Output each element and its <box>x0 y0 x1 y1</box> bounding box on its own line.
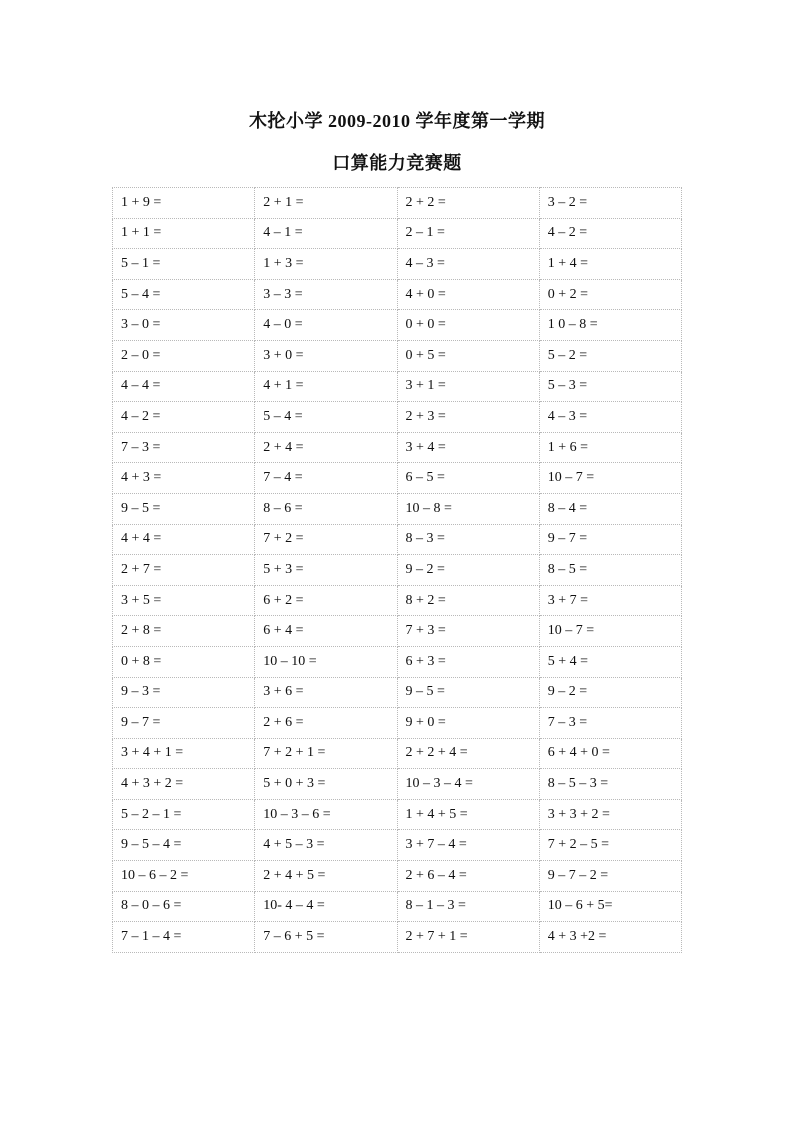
problem-cell: 2 + 6 – 4 = <box>397 861 539 892</box>
problem-row <box>113 708 682 739</box>
problem-cell: 3 + 0 = <box>255 340 397 371</box>
problem-cell: 4 + 1 = <box>255 371 397 402</box>
problem-row <box>113 432 682 463</box>
problem-cell: 3 + 4 + 1 = <box>113 738 255 769</box>
problem-cell: 8 – 0 – 6 = <box>113 891 255 922</box>
problem-row <box>113 463 682 494</box>
arithmetic-problem-table <box>112 187 682 953</box>
problem-cell: 8 – 5 = <box>539 555 681 586</box>
problem-row <box>113 310 682 341</box>
problem-cell: 4 – 4 = <box>113 371 255 402</box>
problem-cell: 7 + 2 = <box>255 524 397 555</box>
problem-cell: 1 + 9 = <box>113 188 255 219</box>
problem-cell: 8 – 5 – 3 = <box>539 769 681 800</box>
problem-cell: 3 – 3 = <box>255 279 397 310</box>
problem-cell: 9 – 3 = <box>113 677 255 708</box>
problem-cell: 10 – 3 – 4 = <box>397 769 539 800</box>
problem-cell: 2 + 8 = <box>113 616 255 647</box>
problem-cell: 1 + 3 = <box>255 249 397 280</box>
problem-cell: 3 – 2 = <box>539 188 681 219</box>
problem-cell: 8 – 1 – 3 = <box>397 891 539 922</box>
problem-cell: 10 – 7 = <box>539 616 681 647</box>
problem-row <box>113 340 682 371</box>
problem-cell: 1 + 4 = <box>539 249 681 280</box>
problem-cell: 1 + 6 = <box>539 432 681 463</box>
problem-cell: 4 – 0 = <box>255 310 397 341</box>
problem-cell: 9 – 5 = <box>397 677 539 708</box>
problem-cell: 9 – 7 – 2 = <box>539 861 681 892</box>
problem-cell: 2 + 7 = <box>113 555 255 586</box>
problem-cell: 10 – 10 = <box>255 646 397 677</box>
problem-cell: 5 – 4 = <box>255 402 397 433</box>
problem-cell: 9 – 5 = <box>113 493 255 524</box>
problem-cell: 5 – 2 = <box>539 340 681 371</box>
problem-cell: 2 + 4 + 5 = <box>255 861 397 892</box>
problem-cell: 2 + 4 = <box>255 432 397 463</box>
problem-cell: 8 + 2 = <box>397 585 539 616</box>
problem-cell: 4 + 3 +2 = <box>539 922 681 953</box>
problem-row <box>113 279 682 310</box>
problem-row <box>113 616 682 647</box>
problem-cell: 1 + 1 = <box>113 218 255 249</box>
page-subtitle: 口算能力竞赛题 <box>332 153 462 173</box>
problem-cell: 3 + 7 = <box>539 585 681 616</box>
problem-cell: 5 – 4 = <box>113 279 255 310</box>
problem-cell: 2 + 2 = <box>397 188 539 219</box>
problem-cell: 7 – 3 = <box>539 708 681 739</box>
problem-cell: 7 – 6 + 5 = <box>255 922 397 953</box>
problem-cell: 9 – 7 = <box>539 524 681 555</box>
problem-cell: 3 + 7 – 4 = <box>397 830 539 861</box>
problem-cell: 4 + 4 = <box>113 524 255 555</box>
problem-cell: 2 + 3 = <box>397 402 539 433</box>
problem-cell: 10 – 8 = <box>397 493 539 524</box>
problem-row <box>113 830 682 861</box>
problem-cell: 3 + 1 = <box>397 371 539 402</box>
problem-row <box>113 922 682 953</box>
problem-row <box>113 769 682 800</box>
problem-row <box>113 218 682 249</box>
problem-row <box>113 646 682 677</box>
problem-row <box>113 677 682 708</box>
problem-row <box>113 799 682 830</box>
problem-cell: 5 – 3 = <box>539 371 681 402</box>
problem-cell: 0 + 5 = <box>397 340 539 371</box>
problem-cell: 1 + 4 + 5 = <box>397 799 539 830</box>
problem-cell: 5 – 1 = <box>113 249 255 280</box>
problem-table-body <box>113 188 682 953</box>
problem-cell: 2 + 7 + 1 = <box>397 922 539 953</box>
problem-row <box>113 738 682 769</box>
problem-cell: 6 + 3 = <box>397 646 539 677</box>
problem-cell: 9 + 0 = <box>397 708 539 739</box>
problem-row <box>113 861 682 892</box>
problem-row <box>113 402 682 433</box>
problem-row <box>113 585 682 616</box>
problem-cell: 5 – 2 – 1 = <box>113 799 255 830</box>
problem-cell: 2 + 1 = <box>255 188 397 219</box>
problem-cell: 4 + 3 + 2 = <box>113 769 255 800</box>
page-title: 木抡小学 2009-2010 学年度第一学期 <box>249 111 545 131</box>
problem-cell: 6 – 5 = <box>397 463 539 494</box>
problem-cell: 6 + 4 + 0 = <box>539 738 681 769</box>
problem-cell: 0 + 0 = <box>397 310 539 341</box>
problem-cell: 4 + 5 – 3 = <box>255 830 397 861</box>
problem-cell: 3 + 6 = <box>255 677 397 708</box>
problem-cell: 2 – 1 = <box>397 218 539 249</box>
problem-cell: 3 + 4 = <box>397 432 539 463</box>
problem-cell: 9 – 5 – 4 = <box>113 830 255 861</box>
problem-cell: 7 – 3 = <box>113 432 255 463</box>
problem-cell: 6 + 2 = <box>255 585 397 616</box>
problem-cell: 0 + 2 = <box>539 279 681 310</box>
problem-cell: 4 – 1 = <box>255 218 397 249</box>
problem-cell: 3 + 5 = <box>113 585 255 616</box>
problem-cell: 3 – 0 = <box>113 310 255 341</box>
problem-row <box>113 371 682 402</box>
problem-row <box>113 891 682 922</box>
problem-cell: 8 – 6 = <box>255 493 397 524</box>
problem-cell: 4 + 3 = <box>113 463 255 494</box>
problem-cell: 5 + 0 + 3 = <box>255 769 397 800</box>
problem-cell: 9 – 2 = <box>539 677 681 708</box>
problem-cell: 10 – 6 + 5= <box>539 891 681 922</box>
problem-cell: 4 – 3 = <box>397 249 539 280</box>
problem-cell: 4 – 3 = <box>539 402 681 433</box>
problem-row <box>113 524 682 555</box>
problem-cell: 2 – 0 = <box>113 340 255 371</box>
problem-cell: 1 0 – 8 = <box>539 310 681 341</box>
problem-cell: 5 + 4 = <box>539 646 681 677</box>
problem-cell: 7 – 4 = <box>255 463 397 494</box>
problem-row <box>113 493 682 524</box>
problem-cell: 8 – 3 = <box>397 524 539 555</box>
problem-cell: 4 – 2 = <box>113 402 255 433</box>
problem-cell: 6 + 4 = <box>255 616 397 647</box>
problem-cell: 9 – 7 = <box>113 708 255 739</box>
problem-cell: 4 – 2 = <box>539 218 681 249</box>
problem-cell: 2 + 6 = <box>255 708 397 739</box>
problem-cell: 4 + 0 = <box>397 279 539 310</box>
problem-cell: 7 + 2 – 5 = <box>539 830 681 861</box>
problem-cell: 10 – 6 – 2 = <box>113 861 255 892</box>
problem-cell: 10- 4 – 4 = <box>255 891 397 922</box>
problem-cell: 3 + 3 + 2 = <box>539 799 681 830</box>
problem-row <box>113 249 682 280</box>
problem-cell: 8 – 4 = <box>539 493 681 524</box>
problem-cell: 0 + 8 = <box>113 646 255 677</box>
problem-cell: 9 – 2 = <box>397 555 539 586</box>
problem-row <box>113 188 682 219</box>
problem-cell: 5 + 3 = <box>255 555 397 586</box>
problem-row <box>113 555 682 586</box>
problem-cell: 7 + 2 + 1 = <box>255 738 397 769</box>
problem-cell: 7 – 1 – 4 = <box>113 922 255 953</box>
problem-cell: 10 – 3 – 6 = <box>255 799 397 830</box>
problem-cell: 7 + 3 = <box>397 616 539 647</box>
problem-cell: 10 – 7 = <box>539 463 681 494</box>
problem-cell: 2 + 2 + 4 = <box>397 738 539 769</box>
